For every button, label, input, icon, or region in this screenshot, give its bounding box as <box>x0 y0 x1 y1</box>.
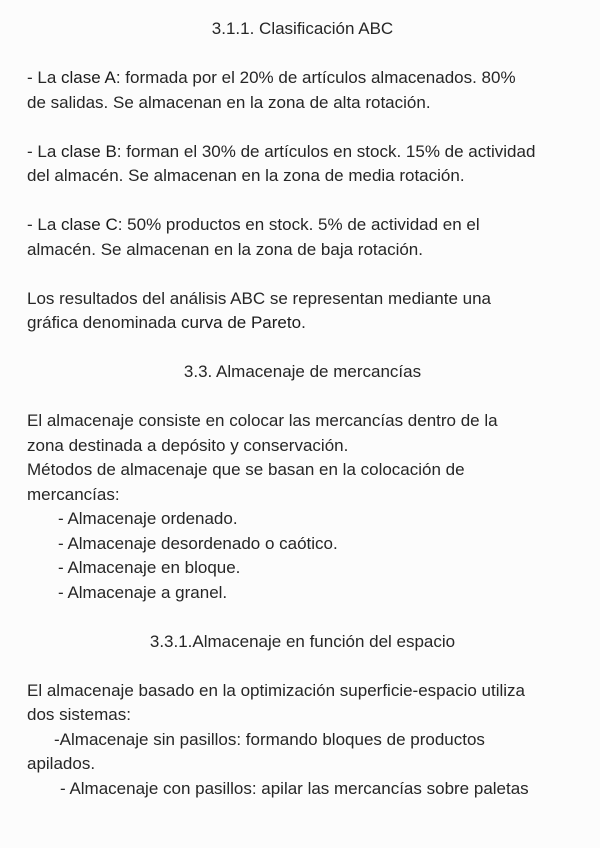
class-b-paragraph <box>27 140 578 189</box>
spacer <box>27 189 578 214</box>
class-a-paragraph <box>27 66 578 115</box>
method-list-item: - Almacenaje en bloque. <box>58 558 241 577</box>
storage-methods-line-1: Métodos de almacenaje que se basan en la colocación de <box>27 460 465 479</box>
method-list-item: - Almacenaje ordenado. <box>58 509 238 528</box>
class-c-text-1: : 50% productos en stock. 5% de actividad en el <box>117 215 480 234</box>
class-b-line-2: del almacén. Se almacenan en la zona de media rotación. <box>27 166 465 185</box>
spacer <box>27 262 578 287</box>
spacer <box>27 42 578 67</box>
storage-intro-line-1: El almacenaje consiste en colocar las mercancías dentro de la <box>27 411 498 430</box>
storage-methods-line-2: mercancías: <box>27 484 120 504</box>
class-b-line-1 <box>27 140 578 165</box>
class-b-prefix: - La <box>27 141 62 161</box>
system-2-line-1: - Almacenaje con pasillos: apilar las mercancías sobre paletas <box>60 778 529 798</box>
storage-intro-paragraph <box>27 409 578 605</box>
section-title-storage: 3.3. Almacenaje de mercancías <box>183 362 422 381</box>
results-line-2 <box>27 311 578 336</box>
space-intro-line-2: dos sistemas: <box>27 705 131 724</box>
pareto-curve-term: curva de Pareto <box>181 313 302 332</box>
class-c-label: clase C <box>61 215 118 234</box>
results-line-1: Los resultados del análisis ABC se representan mediante una <box>27 288 492 308</box>
class-a-line-1 <box>27 66 578 91</box>
class-a-label: clase A <box>61 68 116 87</box>
spacer <box>27 654 578 679</box>
space-paragraph <box>27 679 578 802</box>
section-title-abc: 3.1.1. Clasificación ABC <box>211 19 394 38</box>
class-b-text-1: : forman el 30% de artículos en stock. 15% de actividad <box>116 141 536 161</box>
spacer <box>27 385 578 410</box>
spacer <box>27 605 578 630</box>
method-list-item: - Almacenaje a granel. <box>58 582 228 602</box>
space-intro-line-1: El almacenaje basado en la optimización superficie-espacio utiliza <box>27 680 525 700</box>
results-line-2-prefix: gráfica denominada <box>27 313 182 332</box>
class-c-line-1 <box>27 213 578 238</box>
class-c-line-2: almacén. Se almacenan en la zona de baja rotación. <box>27 239 423 259</box>
class-b-label: clase B <box>61 141 117 161</box>
class-a-text-1: : formada por el 20% de artículos almacenados. 80% <box>115 68 516 87</box>
spacer <box>27 336 578 361</box>
spacer <box>27 115 578 140</box>
system-1-line-1: -Almacenaje sin pasillos: formando bloques de productos <box>54 729 485 749</box>
class-a-line-2: de salidas. Se almacenan en la zona de alta rotación. <box>27 92 431 112</box>
storage-intro-line-2: zona destinada a depósito y conservación. <box>27 435 349 455</box>
class-c-prefix: - La <box>27 215 62 234</box>
class-a-prefix: - La <box>27 68 62 87</box>
class-c-paragraph <box>27 213 578 262</box>
results-line-2-suffix: . <box>301 313 306 332</box>
system-1-line-2: apilados. <box>27 754 96 773</box>
section-title-space: 3.3.1.Almacenaje en función del espacio <box>149 631 456 651</box>
results-paragraph <box>27 287 578 336</box>
method-list-item: - Almacenaje desordenado o caótico. <box>58 533 338 553</box>
